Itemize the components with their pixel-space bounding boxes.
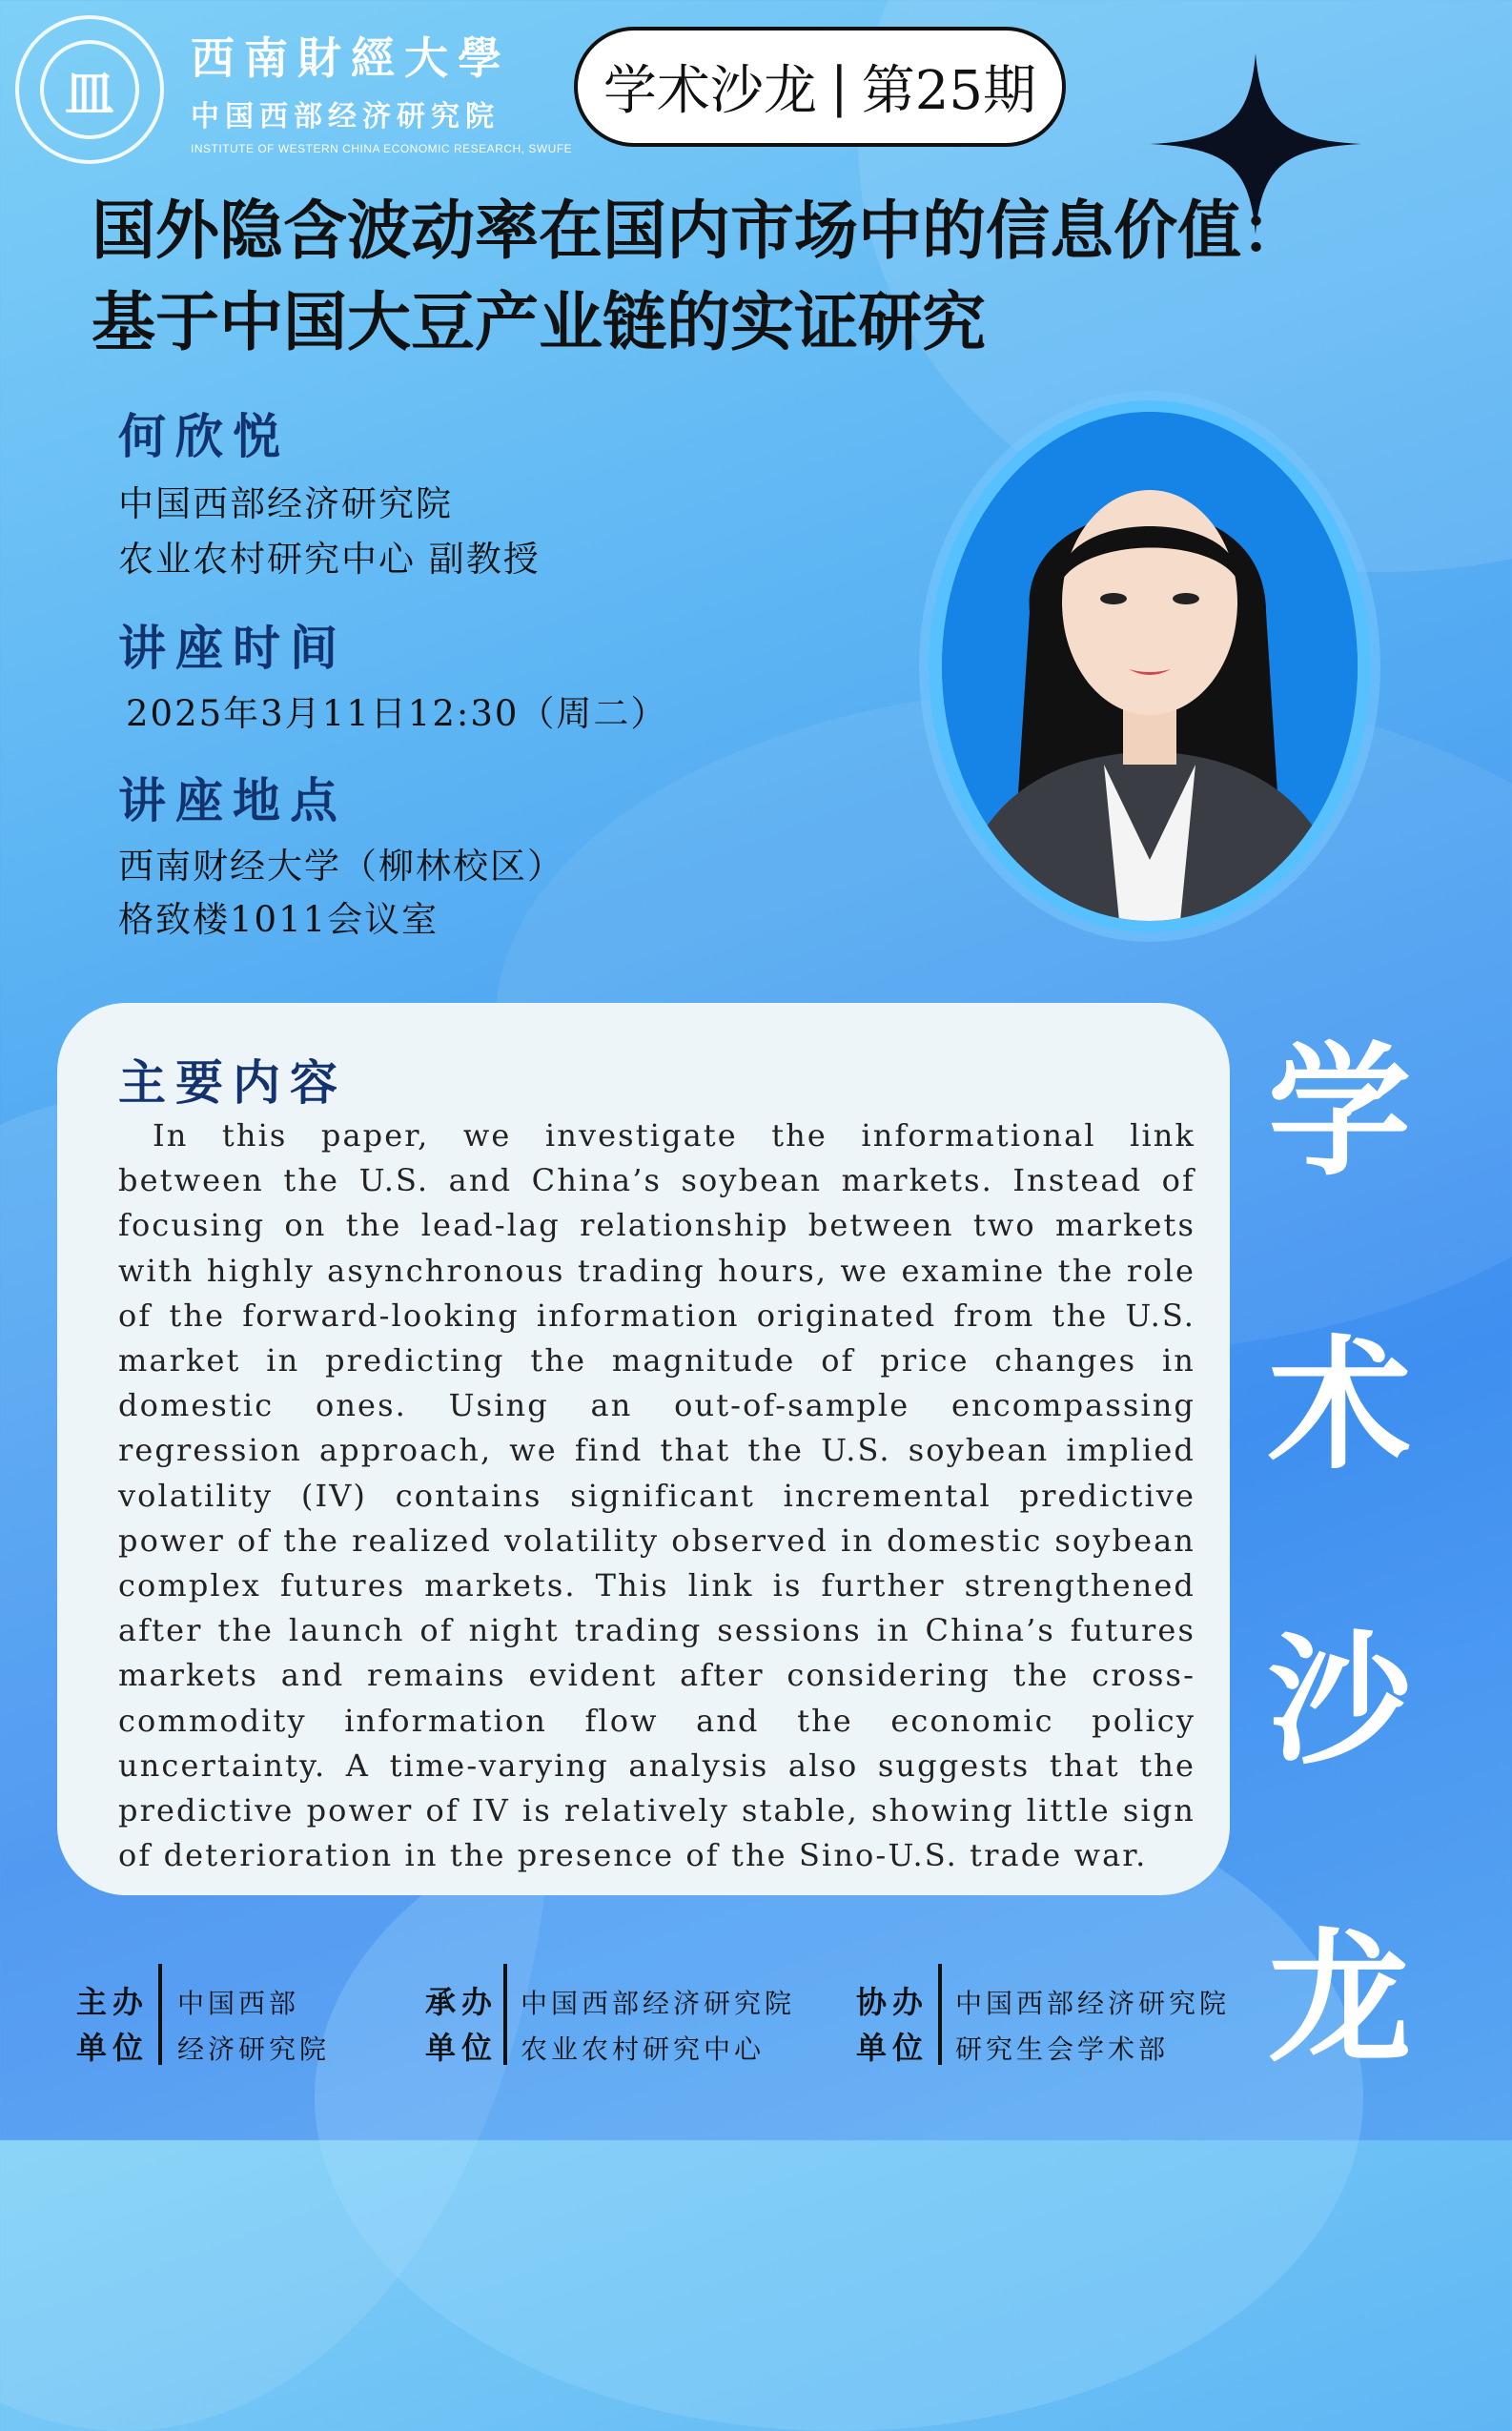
badge-issue: 第25期 — [861, 60, 1037, 122]
university-seal-icon — [15, 15, 164, 164]
organizer-label — [425, 1979, 498, 2071]
content-heading: 主要内容 — [118, 1055, 347, 1111]
seal-glyph: 皿 — [64, 66, 115, 124]
host-label — [76, 1979, 149, 2071]
venue-line2: 格致楼1011会议室 — [118, 899, 439, 940]
lecture-title-line1: 国外隐含波动率在国内市场中的信息价值： — [92, 194, 1305, 268]
venue-line1: 西南财经大学（柳林校区） — [118, 846, 564, 887]
badge-separator: | — [829, 55, 848, 118]
side-char-2: 术 — [1268, 1323, 1412, 1489]
institute-name-en: INSTITUTE OF WESTERN CHINA ECONOMIC RESEARCH, SWUFE — [191, 142, 573, 155]
organizer-org-line2: 农业农村研究中心 — [521, 2033, 766, 2065]
side-char-3: 沙 — [1268, 1619, 1412, 1785]
badge-series: 学术沙龙 — [603, 60, 817, 122]
side-char-1: 学 — [1268, 1030, 1412, 1195]
time-heading: 讲座时间 — [118, 621, 347, 676]
organizer-divider — [503, 1964, 507, 2065]
co-organizer-label-line1: 协办 — [856, 1984, 930, 2020]
co-organizer-label — [856, 1979, 929, 2071]
host-organization — [177, 1981, 330, 2073]
host-label-line1: 主办 — [76, 1984, 150, 2020]
host-divider — [158, 1964, 162, 2065]
venue-heading: 讲座地点 — [118, 773, 347, 828]
university-logo-block — [15, 15, 572, 164]
speaker-name: 何欣悦 — [118, 409, 290, 464]
abstract-text: In this paper, we investigate the informational link between the U.S. and China’s soybean markets. Instead of focusing on the lead-lag relationship between two markets with highly asynchronous trading hours, we examine the role of the forward-looking information originated from the U.S. market in predicting the magnitude of price changes in domestic ones. Using an out-of-sample encompassing regression approach, we find that the U.S. soybean implied volatility (IV) contains significant incremental predictive power of the realized volatility observed in domestic soybean complex futures markets. This link is further strengthened after the launch of night trading sessions in China’s futures markets and remains evident after considering the cross-commodity information flow and the economic policy uncertainty. A time-varying analysis also suggests that the predictive power of IV is relatively stable, showing little sign of deterioration in the presence of the Sino-U.S. trade war. — [118, 1117, 1195, 1874]
organizer-label-line2: 单位 — [425, 2030, 499, 2066]
institute-name-cn: 中国西部经济研究院 — [191, 100, 500, 133]
organizer-label-line1: 承办 — [425, 1984, 499, 2020]
university-text — [191, 24, 572, 155]
salon-issue-badge — [574, 27, 1066, 147]
host-org-line1: 中国西部 — [177, 1988, 300, 2019]
time-value: 2025年3月11日12:30（周二） — [126, 693, 668, 734]
co-organizer-org-line2: 研究生会学术部 — [955, 2033, 1170, 2065]
organizer-org-line1: 中国西部经济研究院 — [521, 1988, 796, 2019]
speaker-portrait-image — [942, 412, 1358, 921]
co-organizer-divider — [938, 1964, 942, 2065]
co-organizer-label-line2: 单位 — [856, 2030, 930, 2066]
speaker-photo — [942, 412, 1358, 921]
side-char-4: 龙 — [1268, 1916, 1412, 2082]
university-name: 西南財經大學 — [191, 32, 511, 84]
speaker-affiliation-line1: 中国西部经济研究院 — [118, 483, 453, 524]
organizer-organization — [521, 1981, 795, 2073]
co-organizer-org-line1: 中国西部经济研究院 — [955, 1988, 1231, 2019]
co-organizer-organization — [955, 1981, 1230, 2073]
lecture-title — [92, 185, 1426, 368]
host-label-line2: 单位 — [76, 2030, 150, 2066]
host-org-line2: 经济研究院 — [177, 2033, 331, 2065]
lecture-title-line2: 基于中国大豆产业链的实证研究 — [92, 285, 986, 359]
speaker-affiliation-line2: 农业农村研究中心 副教授 — [118, 539, 541, 580]
